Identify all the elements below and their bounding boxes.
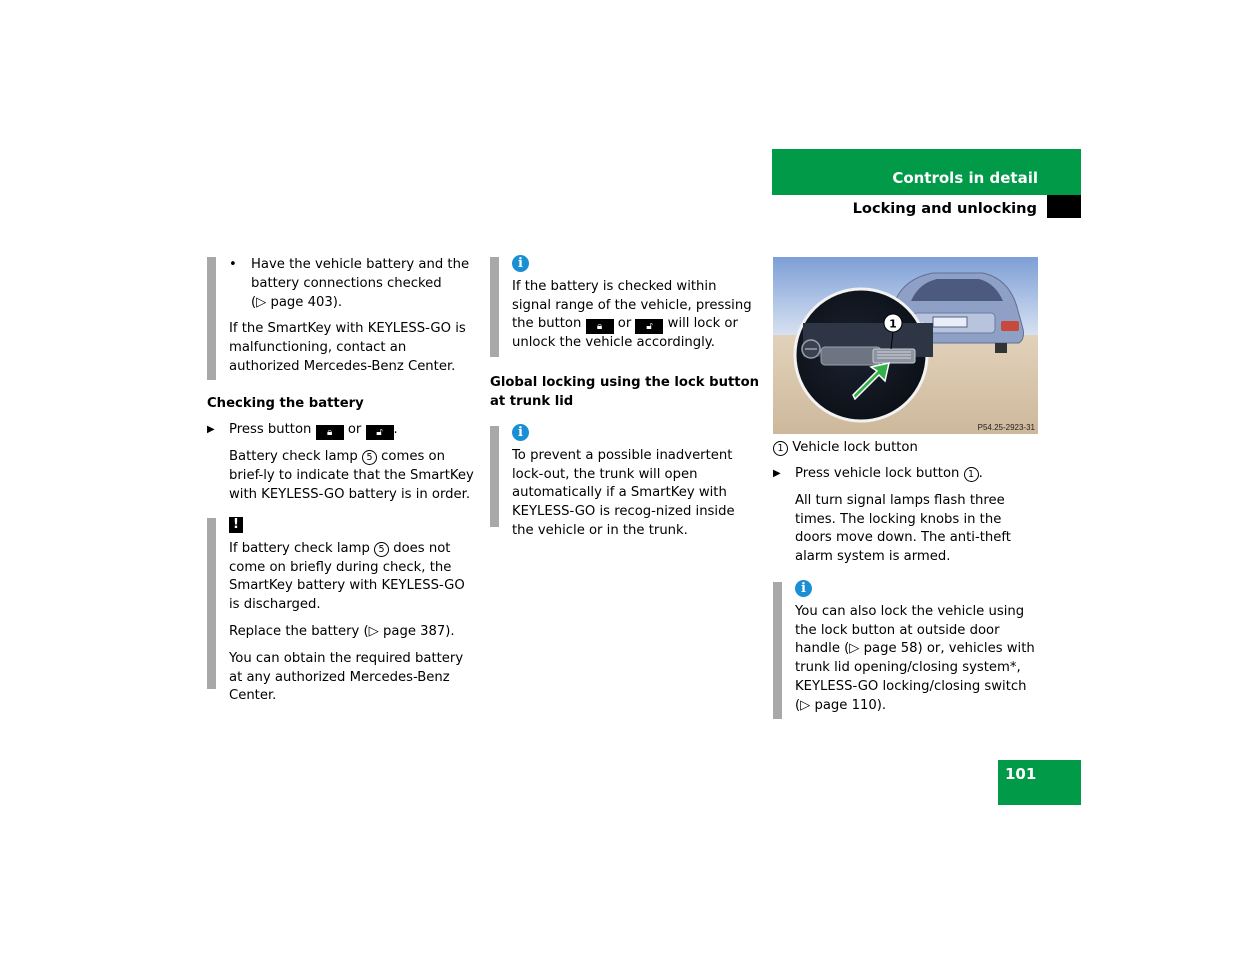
warning-bar bbox=[207, 518, 216, 689]
info-text: To prevent a possible inadvertent lock-out, the trunk will open automatically if a SmartKey with KEYLESS-GO is recog-nized inside the vehicle or in the trunk. bbox=[512, 447, 735, 538]
step-arrow-icon: ▶ bbox=[773, 468, 781, 479]
trunk-illustration bbox=[773, 257, 1038, 434]
bullet-line: (▷ page 403). bbox=[251, 294, 343, 310]
info-note-trunk bbox=[512, 424, 760, 541]
header-black-tab bbox=[1047, 195, 1081, 218]
figure-caption: 1 Vehicle lock button bbox=[773, 439, 1043, 458]
subheading-checking-battery: Checking the battery bbox=[207, 396, 364, 411]
figure-callout-number: 1 bbox=[889, 317, 897, 331]
subheading-global-locking: Global locking using the lock button at trunk lid bbox=[490, 375, 760, 409]
bullet-line: battery connections checked bbox=[251, 275, 442, 291]
callout-number: 1 bbox=[964, 467, 979, 482]
info-text: If the battery is checked within signal range of the vehicle, pressing the button 🔒︎ or 🔓︎ will lock or unlock the vehicle accordingly. bbox=[512, 278, 752, 351]
list-item bbox=[229, 256, 479, 312]
note-bar bbox=[207, 257, 216, 380]
info-note-signal bbox=[512, 255, 758, 353]
warning-icon: ! bbox=[229, 517, 243, 533]
unlock-icon: 🔓︎ bbox=[635, 319, 663, 334]
malfunction-text: If the SmartKey with KEYLESS-GO is malfunctioning, contact an authorized Mercedes-Benz Center. bbox=[229, 321, 466, 374]
vehicle-lock-figure bbox=[773, 257, 1038, 434]
subsection-title: Locking and unlocking bbox=[852, 200, 1037, 217]
info-bar bbox=[773, 582, 782, 719]
result-text: All turn signal lamps flash three times. The locking knobs in the doors move down. The anti-theft alarm system is armed. bbox=[795, 492, 1011, 565]
lock-icon: 🔒︎ bbox=[316, 425, 344, 440]
replace-text: Replace the battery (▷ page 387). bbox=[229, 623, 455, 639]
instruction-step: ▶ Press button 🔒︎ or 🔓︎ . bbox=[207, 422, 398, 438]
page-number-tab bbox=[998, 760, 1081, 805]
callout-number: 5 bbox=[362, 450, 377, 465]
step-arrow-icon: ▶ bbox=[207, 424, 215, 435]
bullet-mark: • bbox=[229, 257, 237, 272]
callout-number: 5 bbox=[374, 542, 389, 557]
unlock-icon: 🔓︎ bbox=[366, 425, 394, 440]
lock-steps bbox=[773, 465, 1038, 567]
lock-icon: 🔒︎ bbox=[586, 319, 614, 334]
battery-note bbox=[229, 256, 479, 377]
obtain-text: You can obtain the required battery at any authorized Mercedes-Benz Center. bbox=[229, 650, 464, 704]
bullet-line: Have the vehicle battery and the bbox=[251, 257, 470, 272]
info-text: You can also lock the vehicle using the lock button at outside door handle (▷ page 58) or, vehicles with trunk lid opening/closing system*, KEYLESS-GO locking/closing switch (▷ page 110). bbox=[795, 603, 1035, 713]
info-bar bbox=[490, 426, 499, 527]
page-number: 101 bbox=[1005, 765, 1037, 783]
info-note-door-handle bbox=[795, 580, 1040, 716]
warning-note bbox=[229, 516, 477, 706]
instruction-step: ▶ Press vehicle lock button 1 . bbox=[773, 465, 1038, 484]
lamp-text: Battery check lamp 5 comes on brief-ly to indicate that the SmartKey with KEYLESS-GO battery is in order. bbox=[229, 449, 474, 502]
section-title: Controls in detail bbox=[892, 169, 1038, 187]
figure-code: P54.25-2923-31 bbox=[977, 423, 1035, 432]
info-icon: i bbox=[512, 255, 529, 272]
section-header bbox=[772, 149, 1081, 195]
callout-number: 1 bbox=[773, 441, 788, 456]
info-icon: i bbox=[795, 580, 812, 597]
warning-text: If battery check lamp 5 does not come on briefly during check, the SmartKey battery with KEYLESS-GO is discharged. bbox=[229, 540, 465, 613]
checking-steps bbox=[207, 421, 477, 504]
info-bar bbox=[490, 257, 499, 357]
info-icon: i bbox=[512, 424, 529, 441]
